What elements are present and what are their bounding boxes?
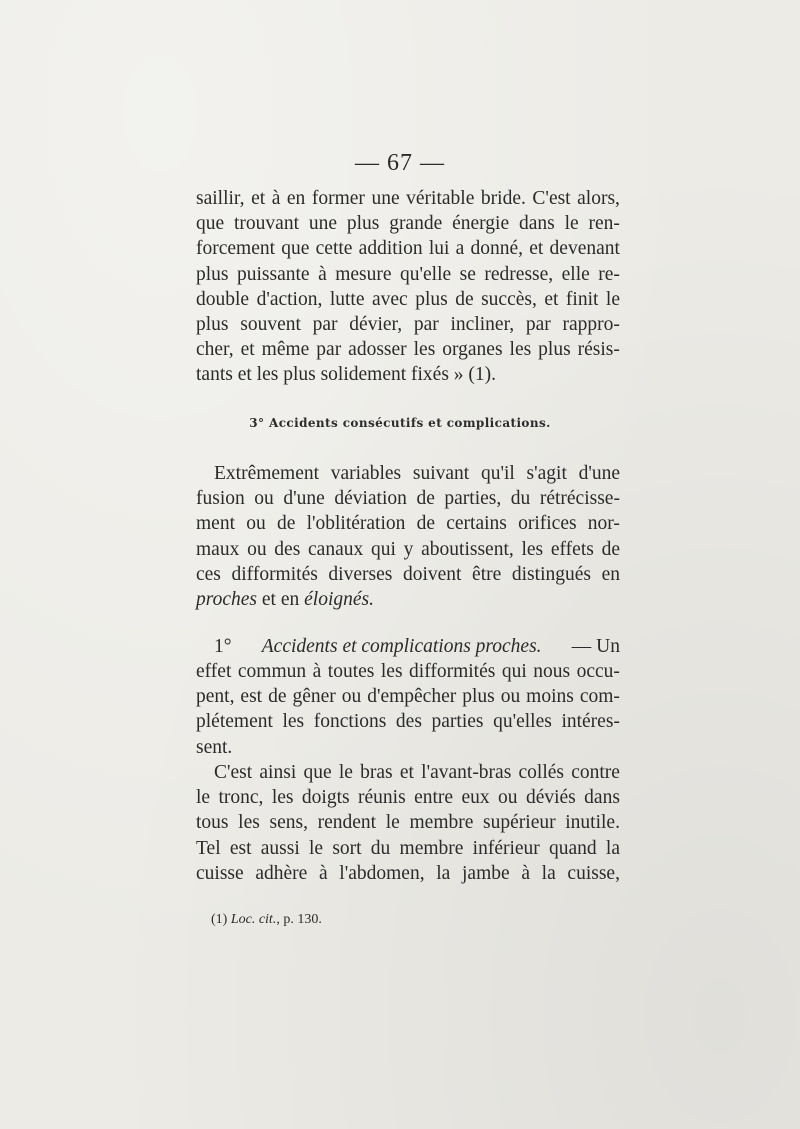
text-line: ment ou de l'oblitération de certains orifices nor- — [196, 513, 620, 535]
text-line: plus souvent par dévier, par incliner, par rappro- — [196, 313, 620, 335]
paragraph-3-first-line-wrap — [196, 634, 620, 659]
italic-word-proches: proches — [196, 589, 258, 610]
text-line: double d'action, lutte avec plus de succès, et finit le — [196, 288, 620, 310]
footnote — [211, 912, 322, 928]
text-line: sent. — [196, 736, 233, 758]
text-line: maux ou des canaux qui y aboutissent, les effets de — [196, 538, 620, 560]
footnote-loc-cit: Loc. cit. — [230, 912, 277, 927]
text-line: tants et les plus solidement fixés » (1). — [196, 364, 497, 386]
paragraph-2-last-line-wrap — [196, 587, 620, 612]
text-line: cuisse adhère à l'abdomen, la jambe à la cuisse, — [196, 862, 620, 884]
text-line: que trouvant une plus grande énergie dans le ren- — [196, 213, 620, 235]
text-line: forcement que cette addition lui a donné, et devenant — [196, 238, 620, 260]
paragraph-3 — [196, 659, 620, 760]
text-line: Extrêmement variables suivant qu'il s'agit d'une — [214, 463, 620, 484]
section-heading: 3° Accidents consécutifs et complications. — [249, 416, 551, 430]
text-line — [196, 587, 620, 612]
text-line: ces difformités diverses doivent être distingués en — [196, 563, 620, 585]
paragraph-1 — [196, 186, 620, 388]
paragraph-4 — [196, 760, 620, 886]
text-line: C'est ainsi que le bras et l'avant-bras collés contre — [214, 762, 620, 783]
text-fragment: et en — [261, 589, 300, 610]
paragraph-2 — [196, 461, 620, 587]
page-number: — 67 — — [355, 150, 445, 176]
footnote-page: , p. 130. — [276, 912, 322, 927]
footnote-number: (1) — [211, 912, 228, 927]
text-fragment: — Un — [571, 636, 620, 657]
subsection-number: 1° — [214, 636, 232, 657]
text-line: saillir, et à en former une véritable bride. C'est alors, — [196, 188, 620, 209]
text-line: pent, est de gêner ou d'empêcher plus ou moins com- — [196, 686, 620, 708]
italic-word-eloignes: éloignés. — [304, 589, 374, 610]
text-line: fusion ou d'une déviation de parties, du rétrécisse- — [196, 488, 620, 510]
text-line: tous les sens, rendent le membre supérieur inutile. — [196, 812, 620, 834]
text-line: plus puissante à mesure qu'elle se redresse, elle re- — [196, 263, 620, 285]
text-line — [196, 634, 620, 659]
text-line: Tel est aussi le sort du membre inférieur quand la — [196, 837, 620, 859]
text-line: effet commun à toutes les difformités qui nous occu- — [196, 661, 620, 682]
text-line: le tronc, les doigts réunis entre eux ou déviés dans — [196, 787, 620, 809]
text-line: plétement les fonctions des parties qu'elles intéres- — [196, 711, 620, 733]
text-line: cher, et même par adosser les organes les plus résis- — [196, 339, 620, 361]
subsection-title: Accidents et complications proches. — [261, 636, 542, 657]
